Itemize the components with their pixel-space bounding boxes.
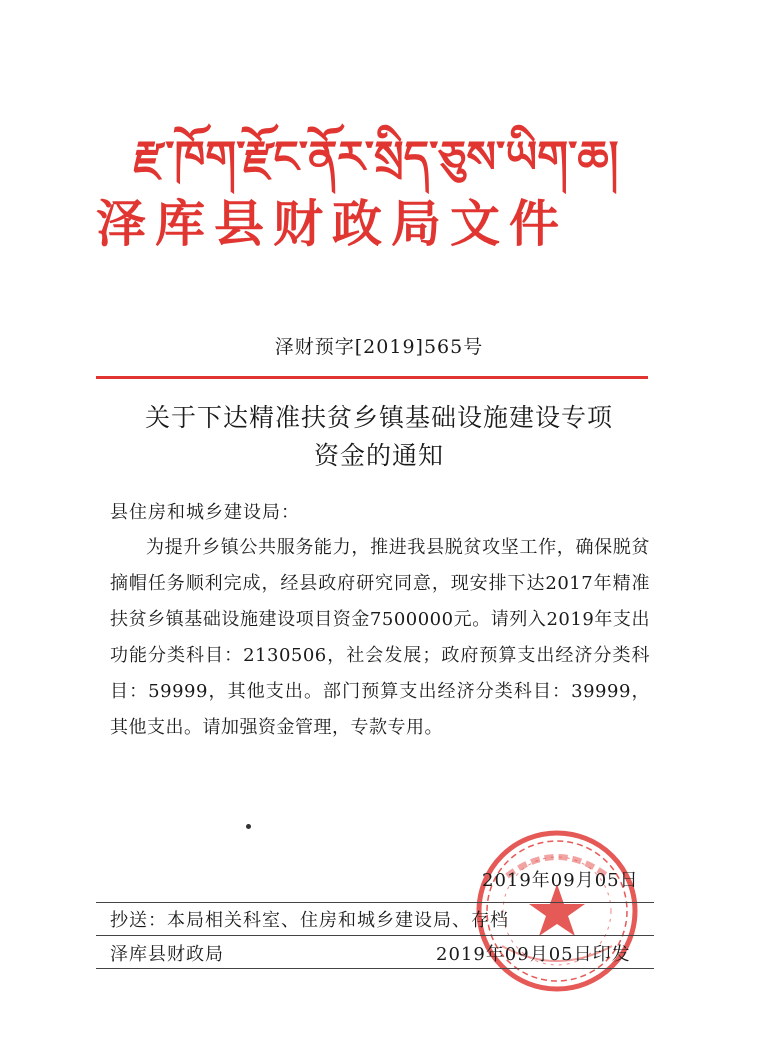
cc-list: 抄送：本局相关科室、住房和城乡建设局、存档 [110,910,509,931]
body-paragraph: 为提升乡镇公共服务能力，推进我县脱贫攻坚工作，确保脱贫摘帽任务顺利完成，经县政府研究同意，现安排下达2017年精准扶贫乡镇基础设施建设项目资金7500000元。请列入2019年支出功能分类科目：2130506，社会发展；政府预算支出经济分类科目：59999，其他支出。部门预算支出经济分类科目：39999，其他支出。请加强资金管理，专款专用。 [110,537,650,738]
issue-date: 2019年09月05日印发 [436,944,631,965]
footer-rule-bottom [96,968,654,969]
tibetan-header: རྫ་ཁོག་རྫོང་ནོར་སྲིད་ཅུས་ཡིག་ཆ། [133,132,619,183]
document-title-line2: 资金的通知 [313,441,444,470]
document-number: 泽财预字[2019]565号 [274,336,484,358]
addressee: 县住房和城乡建设局： [110,502,300,523]
red-divider-line [96,376,648,379]
footer-rule-middle [96,935,654,936]
scan-speck [246,824,251,829]
document-title-line1: 关于下达精准扶贫乡镇基础设施建设专项 [144,403,613,432]
document-date: 2019年09月05日 [482,870,639,891]
footer-rule-top [96,902,654,903]
issuer-header-title: 泽库县财政局文件 [96,194,568,253]
issuing-office: 泽库县财政局 [110,944,224,965]
